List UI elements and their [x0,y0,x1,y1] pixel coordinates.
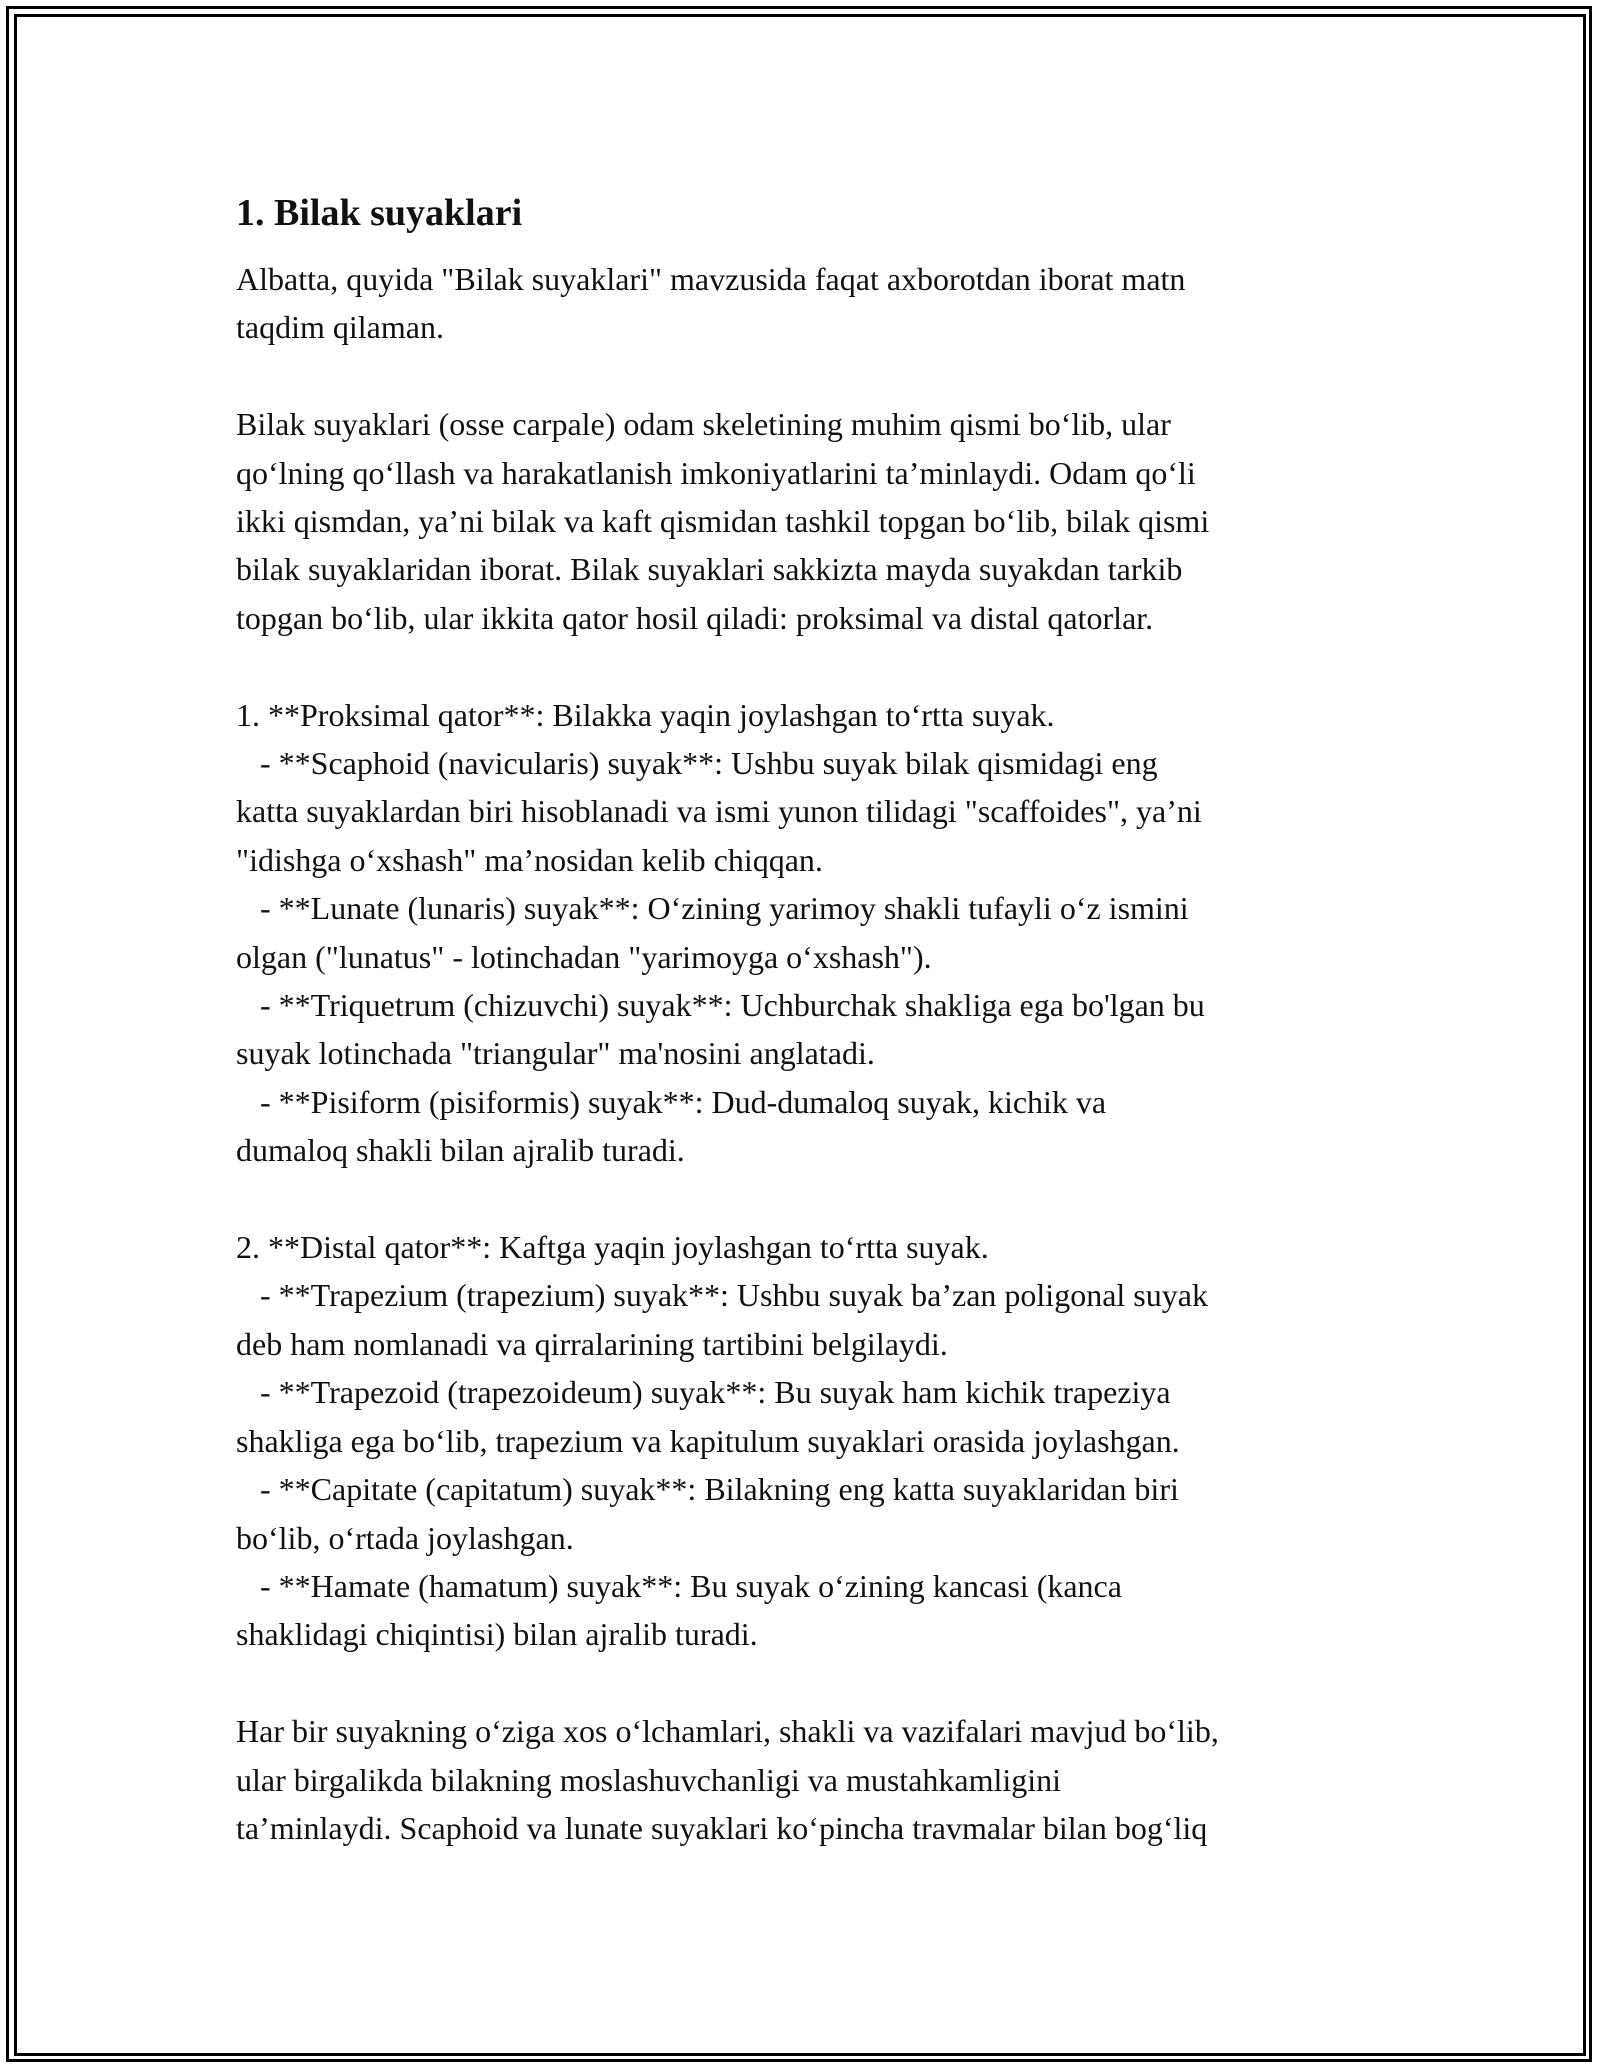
text-line: taqdim qilaman. [236,309,444,346]
paragraph-gap [236,642,1386,690]
document-body [236,255,1386,1852]
text-line: 1. **Proksimal qator**: Bilakka yaqin joylashgan to‘rtta suyak. [236,696,1055,733]
text-line: qo‘lning qo‘llash va harakatlanish imkoniyatlarini ta’minlaydi. Odam qo‘li [236,454,1196,491]
text-line: suyak lotinchada "triangular" ma'nosini anglatadi. [236,1035,875,1072]
text-line: deb ham nomlanadi va qirralarining tartibini belgilaydi. [236,1325,948,1362]
text-line: - **Trapezium (trapezium) suyak**: Ushbu suyak ba’zan poligonal suyak [236,1277,1208,1314]
text-line: bo‘lib, o‘rtada joylashgan. [236,1519,574,1556]
paragraph-gap [236,352,1386,400]
text-line: - **Capitate (capitatum) suyak**: Bilakning eng katta suyaklaridan biri [236,1471,1179,1508]
text-line: Albatta, quyida "Bilak suyaklari" mavzusida faqat axborotdan iborat matn [236,261,1186,297]
text-line: ta’minlaydi. Scaphoid va lunate suyaklari ko‘pincha travmalar bilan bog‘liq [236,1809,1208,1846]
text-line: olgan ("lunatus" - lotinchadan "yarimoyga o‘xshash"). [236,938,932,975]
text-line: - **Trapezoid (trapezoideum) suyak**: Bu suyak ham kichik trapeziya [236,1374,1171,1411]
document-page [236,185,1386,1852]
text-line: katta suyaklardan biri hisoblanadi va ismi yunon tilidagi "scaffoides", ya’ni [236,793,1202,830]
text-line: ikki qismdan, ya’ni bilak va kaft qismidan tashkil topgan bo‘lib, bilak qismi [236,503,1210,540]
text-line: dumaloq shakli bilan ajralib turadi. [236,1132,685,1169]
text-line: - **Triquetrum (chizuvchi) suyak**: Uchburchak shakliga ega bo'lgan bu [236,987,1205,1024]
text-line: - **Hamate (hamatum) suyak**: Bu suyak o‘zining kancasi (kanca [236,1567,1122,1604]
text-line: bilak suyaklaridan iborat. Bilak suyaklari sakkizta mayda suyakdan tarkib [236,551,1183,588]
text-line: - **Lunate (lunaris) suyak**: O‘zining yarimoy shakli tufayli o‘z ismini [236,890,1189,927]
text-line: topgan bo‘lib, ular ikkita qator hosil qiladi: proksimal va distal qatorlar. [236,599,1154,636]
text-line: shakliga ega bo‘lib, trapezium va kapitulum suyaklari orasida joylashgan. [236,1422,1180,1459]
text-line: - **Scaphoid (navicularis) suyak**: Ushbu suyak bilak qismidagi eng [236,745,1158,782]
text-line: 2. **Distal qator**: Kaftga yaqin joylashgan to‘rtta suyak. [236,1229,989,1266]
paragraph-gap [236,1659,1386,1707]
text-line: shaklidagi chiqintisi) bilan ajralib turadi. [236,1616,758,1653]
paragraph-gap [236,1175,1386,1223]
text-line: - **Pisiform (pisiformis) suyak**: Dud-dumaloq suyak, kichik va [236,1083,1107,1120]
text-line: "idishga o‘xshash" ma’nosidan kelib chiqqan. [236,841,823,878]
text-line: Har bir suyakning o‘ziga xos o‘lchamlari, shakli va vazifalari mavjud bo‘lib, [236,1713,1219,1750]
document-title: 1. Bilak suyaklari [236,192,523,234]
text-line: ular birgalikda bilakning moslashuvchanligi va mustahkamligini [236,1761,1062,1798]
text-line: Bilak suyaklari (osse carpale) odam skeletining muhim qismi bo‘lib, ular [236,406,1171,443]
